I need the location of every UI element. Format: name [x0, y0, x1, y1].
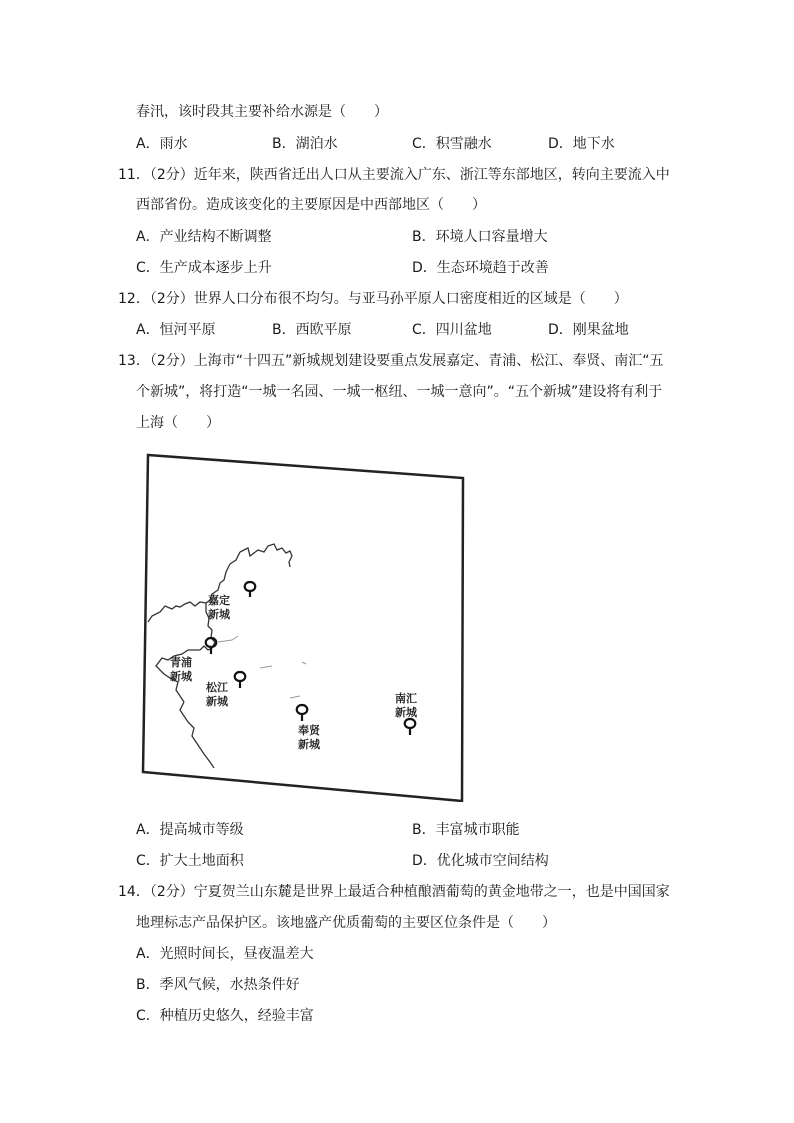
map-label-jiading-line2: 新城 [208, 608, 230, 621]
q10-option-c: C．积雪融水 [412, 136, 492, 152]
q12-option-d: D．刚果盆地 [548, 322, 629, 338]
q10-option-b: B．湖泊水 [272, 136, 338, 152]
q14-option-a: A．光照时间长，昼夜温差大 [136, 946, 314, 962]
q11-stem-line2: 西部省份。造成该变化的主要原因是中西部地区（ ） [136, 197, 486, 213]
q14-option-b: B．季风气候，水热条件好 [136, 977, 300, 993]
q14-stem-line1: 14．（2分）宁夏贺兰山东麓是世界上最适合种植酿酒葡萄的黄金地带之一，也是中国国家 [118, 884, 670, 900]
q11-option-d: D．生态环境趋于改善 [412, 260, 549, 276]
q10-stem-tail: 春汛，该时段其主要补给水源是（ ） [136, 104, 388, 120]
q13-option-b: B．丰富城市职能 [412, 822, 520, 838]
q11-stem-line1: 11．（2分）近年来，陕西省迁出人口从主要流入广东、浙江等东部地区，转向主要流入中 [118, 167, 670, 183]
q13-stem-line2: 个新城”，将打造“一城一名园、一城一枢纽、一城一意向”。“五个新城”建设将有利于 [136, 384, 663, 400]
q13-stem-line3: 上海（ ） [136, 415, 220, 431]
q14-stem-line2: 地理标志产品保护区。该地盛产优质葡萄的主要区位条件是（ ） [136, 915, 556, 931]
q13-option-d: D．优化城市空间结构 [412, 853, 549, 869]
q11-option-c: C．生产成本逐步上升 [136, 260, 272, 276]
q13-stem-line1: 13．（2分）上海市“十四五”新城规划建设要重点发展嘉定、青浦、松江、奉贤、南汇“五 [118, 353, 664, 369]
q13-option-c: C．扩大土地面积 [136, 853, 244, 869]
map-label-jiading-line1: 嘉定 [208, 594, 230, 607]
q13-option-a: A．提高城市等级 [136, 822, 244, 838]
q12-option-b: B．西欧平原 [272, 322, 352, 338]
q11-option-a: A．产业结构不断调整 [136, 229, 272, 245]
map-label-songjiang-line1: 松江 [206, 681, 228, 694]
map-label-qingpu-line1: 青浦 [170, 656, 192, 669]
q12-option-a: A．恒河平原 [136, 322, 216, 338]
map-label-fengxian-line2: 新城 [298, 738, 320, 751]
q12-option-c: C．四川盆地 [412, 322, 492, 338]
map-label-nanhui-line2: 新城 [395, 706, 417, 719]
q10-option-a: A．雨水 [136, 136, 188, 152]
map-label-qingpu-line2: 新城 [170, 670, 192, 683]
q14-option-c: C．种植历史悠久，经验丰富 [136, 1008, 314, 1024]
map-label-songjiang-line2: 新城 [206, 695, 228, 708]
q11-option-b: B．环境人口容量增大 [412, 229, 548, 245]
map-label-fengxian-line1: 奉贤 [298, 724, 320, 737]
q10-option-d: D．地下水 [548, 136, 615, 152]
shanghai-new-towns-map [140, 452, 466, 802]
map-label-nanhui-line1: 南汇 [395, 692, 417, 705]
q12-stem-line1: 12．（2分）世界人口分布很不均匀。与亚马孙平原人口密度相近的区域是（ ） [118, 291, 628, 307]
